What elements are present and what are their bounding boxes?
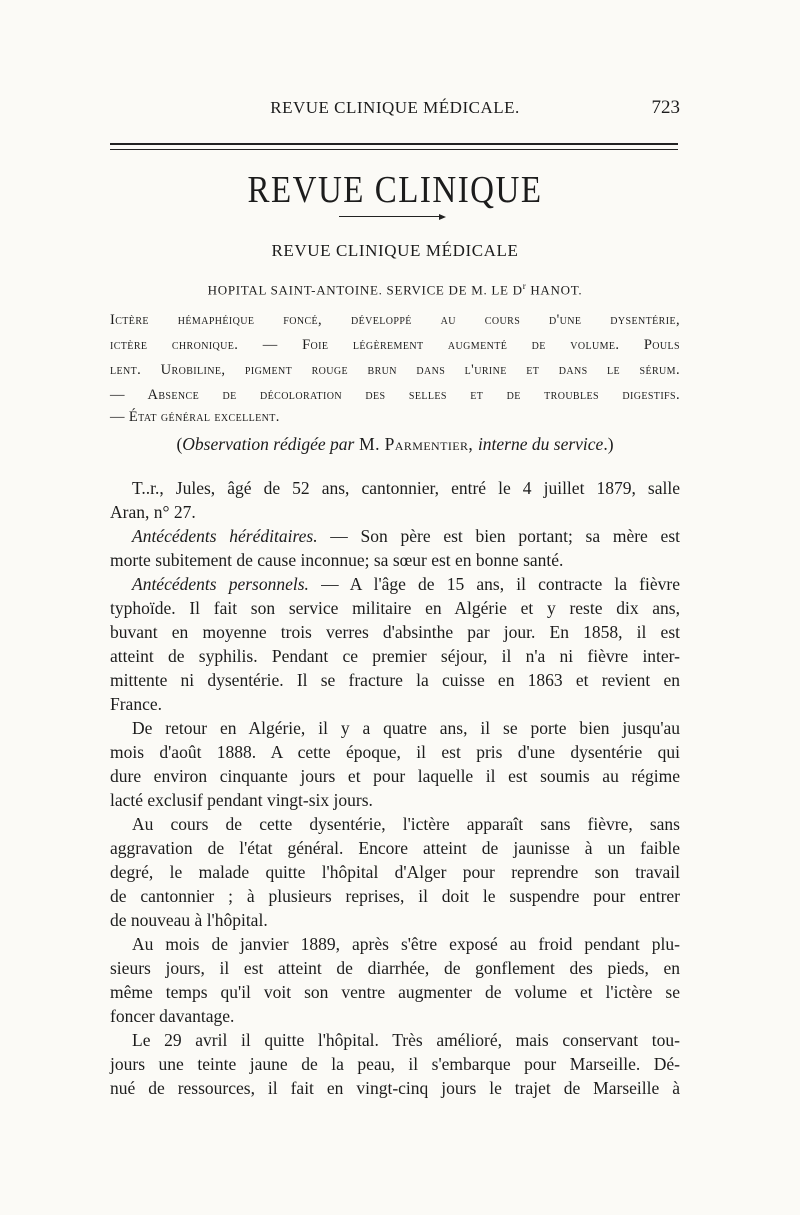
summary-line: — Absence de décoloration des selles et de troubles digestifs.: [110, 387, 680, 403]
body-line: lacté exclusif pendant vingt-six jours.: [110, 790, 373, 810]
body-line: De retour en Algérie, il y a quatre ans, il se porte bien jusqu'au: [132, 718, 680, 738]
body-line: foncer davantage.: [110, 1006, 235, 1026]
body-line: T..r., Jules, âgé de 52 ans, cantonnier, entré le 4 juillet 1879, salle: [132, 478, 680, 498]
hospital-superscript: r: [522, 281, 527, 291]
body-line: mois d'août 1888. A cette époque, il est pris d'une dysentérie qui: [110, 742, 680, 762]
summary-line: — État général excellent.: [110, 409, 280, 425]
body-line: nué de ressources, il fait en vingt-cinq jours le trajet de Marseille à: [110, 1078, 680, 1098]
body-line: Au mois de janvier 1889, après s'être exposé au froid pendant plu-: [132, 934, 680, 954]
body-line: atteint de syphilis. Pendant ce premier séjour, il n'a ni fièvre inter-: [110, 646, 680, 666]
body-line: de nouveau à l'hôpital.: [110, 910, 268, 930]
observation-note: [110, 434, 680, 455]
body-line: degré, le malade quitte l'hôpital d'Alger pour reprendre son travail: [110, 862, 680, 882]
observation-italic: Observation rédigée par: [182, 434, 355, 454]
observation-open: (: [176, 434, 183, 454]
main-title: REVUE CLINIQUE: [247, 170, 543, 212]
observation-close: .): [603, 434, 614, 454]
body-line: de cantonnier ; à plusieurs reprises, il doit le suspendre pour entrer: [110, 886, 680, 906]
subheading-personal: Antécédents personnels.: [132, 574, 309, 594]
body-line: mittente ni dysentérie. Il se fracture la cuisse en 1863 et revient en: [110, 670, 680, 690]
hospital-text: HOPITAL SAINT-ANTOINE. SERVICE DE M. LE D: [207, 282, 523, 298]
summary-line: Ictère hémaphéique foncé, développé au cours d'une dysentérie,: [110, 312, 680, 328]
body-line: buvant en moyenne trois verres d'absinthe par jour. En 1858, il est: [110, 622, 680, 642]
observation-role: interne du service: [477, 434, 604, 454]
body-line: Le 29 avril il quitte l'hôpital. Très amélioré, mais conservant tou-: [132, 1030, 680, 1050]
section-title: REVUE CLINIQUE MÉDICALE: [271, 241, 519, 260]
summary-line: ictère chronique. — Foie légèrement augmenté de volume. Pouls: [110, 337, 680, 353]
body-line-rest: — A l'âge de 15 ans, il contracte la fièvre: [308, 574, 680, 594]
body-line-rest: — Son père est bien portant; sa mère est: [317, 526, 680, 546]
body-line: [132, 524, 680, 548]
hospital-line: [110, 281, 680, 298]
hospital-name: HANOT.: [526, 282, 583, 298]
body-line: Aran, n° 27.: [110, 502, 196, 522]
body-line: dure environ cinquante jours et pour laquelle il est soumis au régime: [110, 766, 680, 786]
running-head-title: REVUE CLINIQUE MÉDICALE.: [270, 98, 520, 117]
page-number: 723: [651, 97, 680, 118]
summary-line: lent. Urobiline, pigment rouge brun dans l'urine et dans le sérum.: [110, 362, 680, 378]
subheading-hereditary: Antécédents héréditaires.: [132, 526, 318, 546]
body-line: morte subitement de cause inconnue; sa sœur est en bonne santé.: [110, 550, 564, 570]
body-line: sieurs jours, il est atteint de diarrhée, de gonflement des pieds, en: [110, 958, 680, 978]
body-line: aggravation de l'état général. Encore atteint de jaunisse à un faible: [110, 838, 680, 858]
body-line: typhoïde. Il fait son service militaire en Algérie et y reste dix ans,: [110, 598, 680, 618]
observation-author: M. Parmentier,: [354, 434, 478, 454]
body-line: même temps qu'il voit son ventre augmenter de volume et l'ictère se: [110, 982, 680, 1002]
header-double-rule: [110, 143, 678, 150]
body-line: [132, 572, 680, 596]
body-line: France.: [110, 694, 162, 714]
body-line: Au cours de cette dysentérie, l'ictère apparaît sans fièvre, sans: [132, 814, 680, 834]
running-head: [110, 98, 680, 124]
body-line: jours une teinte jaune de la peau, il s'embarque pour Marseille. Dé-: [110, 1054, 680, 1074]
title-ornament: [339, 215, 446, 219]
